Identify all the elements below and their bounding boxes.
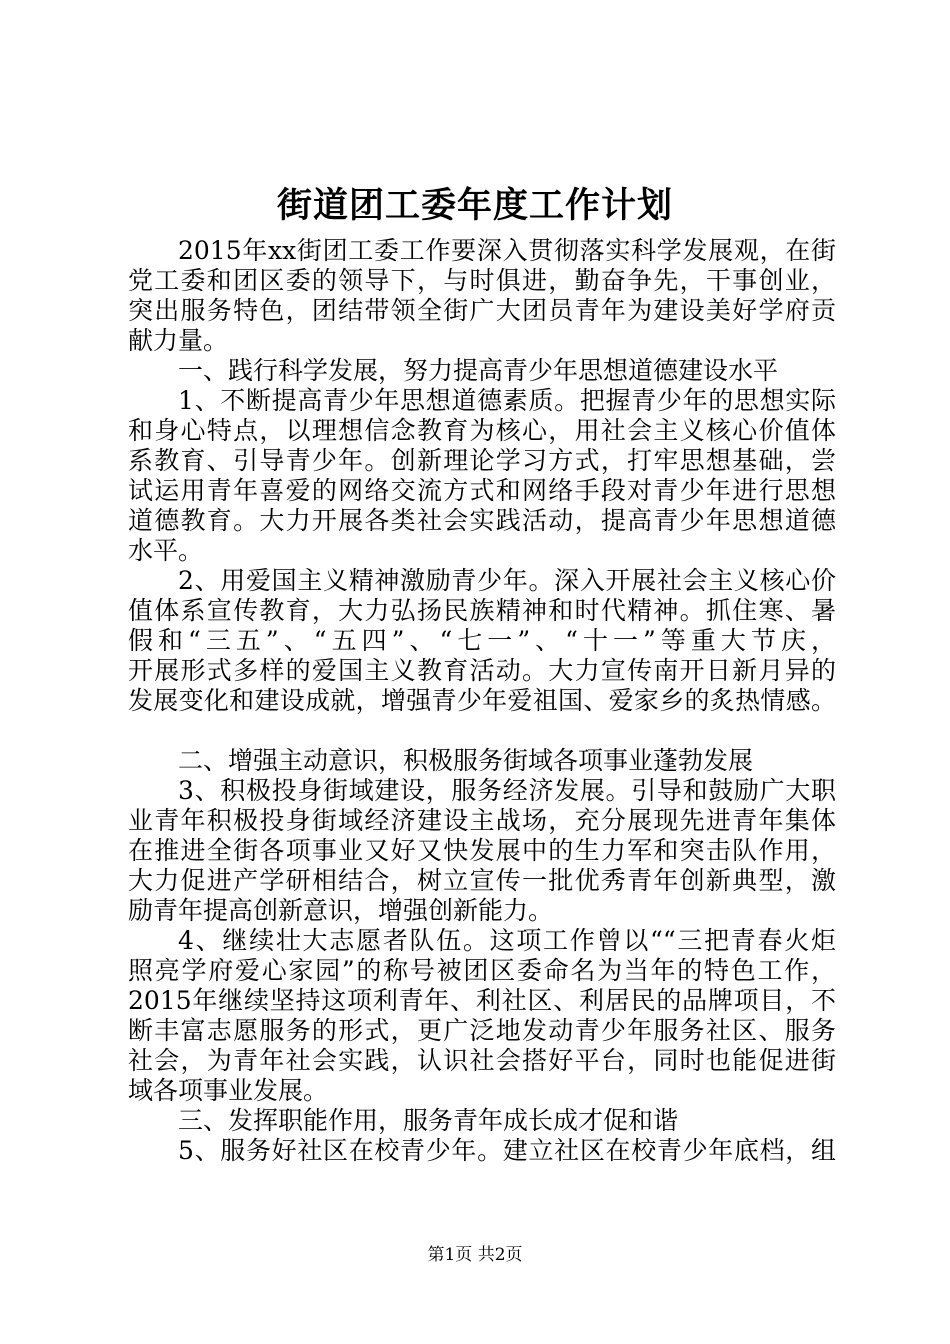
paragraph-line: 发展变化和建设成就，增强青少年爱祖国、爱家乡的炙热情感。 xyxy=(128,686,836,715)
paragraph-line: 照亮学府爱心家园”的称号被团区委命名为当年的特色工作， xyxy=(128,956,836,985)
paragraph-line: 献力量。 xyxy=(128,326,229,355)
paragraph-line: 社会，为青年社会实践，认识社会搭好平台，同时也能促进街 xyxy=(128,1046,836,1075)
paragraph-line: 开展形式多样的爱国主义教育活动。大力宣传南开日新月异的 xyxy=(128,656,836,685)
paragraph-line: 水平。 xyxy=(128,536,204,565)
paragraph-line: 在推进全街各项事业又好又快发展中的生力军和突击队作用， xyxy=(128,836,836,865)
paragraph-line: 励青年提高创新意识，增强创新能力。 xyxy=(128,896,554,925)
section-heading: 三、发挥职能作用，服务青年成长成才促和谐 xyxy=(178,1106,679,1135)
paragraph-line: 域各项事业发展。 xyxy=(128,1076,329,1105)
paragraph-line: 业青年积极投身街域经济建设主战场，充分展现先进青年集体 xyxy=(128,806,836,835)
paragraph-line: 大力促进产学研相结合，树立宣传一批优秀青年创新典型，激 xyxy=(128,866,836,895)
paragraph-line: 值体系宣传教育，大力弘扬民族精神和时代精神。抓住寒、暑 xyxy=(128,596,836,625)
paragraph-line: 系教育、引导青少年。创新理论学习方式，打牢思想基础，尝 xyxy=(128,446,836,475)
paragraph-line: 党工委和团区委的领导下，与时俱进，勤奋争先，干事创业， xyxy=(128,266,836,295)
document-title: 街道团工委年度工作计划 xyxy=(276,185,673,226)
paragraph-gap xyxy=(128,716,836,746)
paragraph-line: 2015年继续坚持这项利青年、利社区、利居民的品牌项目，不 xyxy=(128,986,836,1015)
paragraph-line: 假和“三五”、“五四”、“七一”、“十一”等重大节庆， xyxy=(128,626,836,655)
paragraph-line: 突出服务特色，团结带领全街广大团员青年为建设美好学府贡 xyxy=(128,296,836,325)
paragraph-line: 4、继续壮大志愿者队伍。这项工作曾以““三把青春火炬 xyxy=(178,926,836,955)
page-footer: 第1页 共2页 xyxy=(427,1245,523,1265)
paragraph-line: 道德教育。大力开展各类社会实践活动，提高青少年思想道德 xyxy=(128,506,836,535)
paragraph-line: 和身心特点，以理想信念教育为核心，用社会主义核心价值体 xyxy=(128,416,836,445)
document-body xyxy=(128,236,836,1166)
section-heading: 一、践行科学发展，努力提高青少年思想道德建设水平 xyxy=(178,356,779,385)
paragraph-line: 3、积极投身街域建设，服务经济发展。引导和鼓励广大职 xyxy=(178,776,836,805)
paragraph-line: 断丰富志愿服务的形式，更广泛地发动青少年服务社区、服务 xyxy=(128,1016,836,1045)
paragraph-line: 试运用青年喜爱的网络交流方式和网络手段对青少年进行思想 xyxy=(128,476,836,505)
paragraph-line: 5、服务好社区在校青少年。建立社区在校青少年底档，组 xyxy=(178,1136,836,1165)
paragraph-line: 2、用爱国主义精神激励青少年。深入开展社会主义核心价 xyxy=(178,566,836,595)
section-heading: 二、增强主动意识，积极服务街域各项事业蓬勃发展 xyxy=(178,746,754,775)
paragraph-line: 1、不断提高青少年思想道德素质。把握青少年的思想实际 xyxy=(178,386,836,415)
paragraph-line: 2015年xx街团工委工作要深入贯彻落实科学发展观，在街 xyxy=(178,236,836,265)
